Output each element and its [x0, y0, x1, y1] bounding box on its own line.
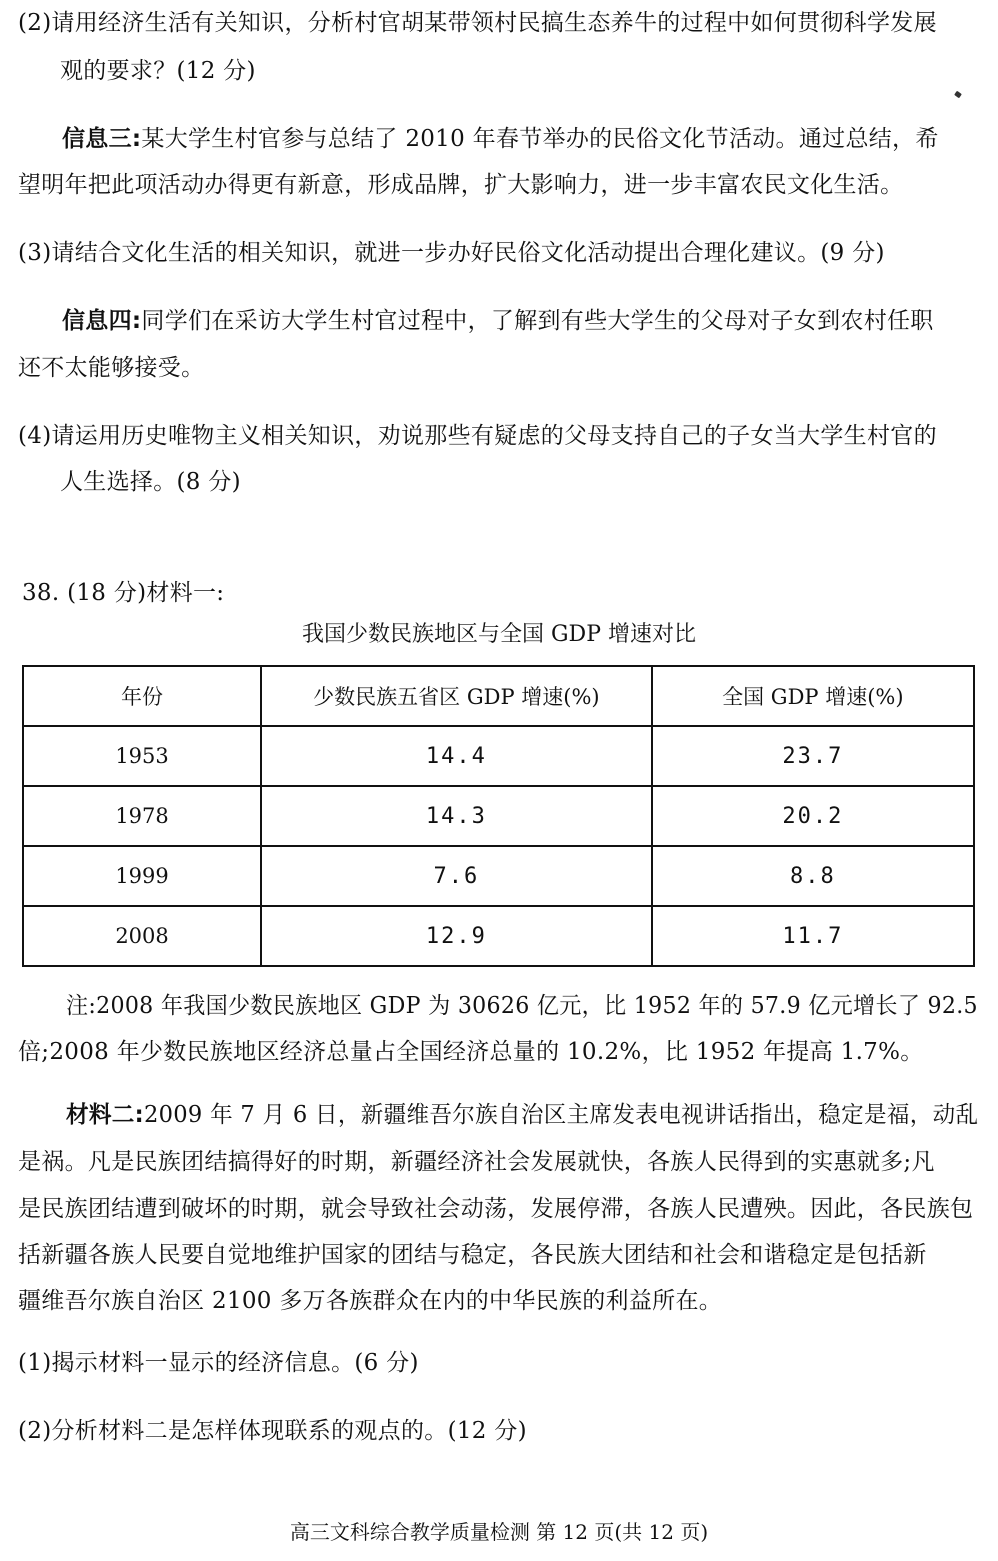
question-2-line-2: 观的要求？(12 分) [60, 58, 256, 84]
table-row [23, 786, 974, 846]
header-year: 年份 [23, 666, 261, 726]
material-2-line-2: 是祸。凡是民族团结搞得好的时期，新疆经济社会发展就快，各族人民得到的实惠就多;凡 [18, 1149, 935, 1175]
question-4-line-2: 人生选择。(8 分) [60, 469, 241, 495]
info-3-label: 信息三: [62, 126, 142, 152]
question-38-2: (2)分析材料二是怎样体现联系的观点的。(12 分) [18, 1418, 527, 1444]
material-2-line-5: 疆维吾尔族自治区 2100 多万各族群众在内的中华民族的利益所在。 [18, 1288, 723, 1314]
stray-mark [954, 91, 962, 99]
cell-national-gdp: 23.7 [652, 726, 974, 786]
cell-year: 1978 [23, 786, 261, 846]
cell-minority-gdp: 7.6 [261, 846, 652, 906]
question-2-line-1: (2)请用经济生活有关知识，分析村官胡某带领村民搞生态养牛的过程中如何贯彻科学发展 [18, 10, 937, 36]
material-2-line-4: 括新疆各族人民要自觉地维护国家的团结与稳定，各民族大团结和社会和谐稳定是包括新 [18, 1242, 927, 1268]
question-4-line-1: (4)请运用历史唯物主义相关知识，劝说那些有疑虑的父母支持自己的子女当大学生村官的 [18, 423, 937, 449]
material-2-label: 材料二: [66, 1102, 144, 1128]
cell-year: 2008 [23, 906, 261, 966]
question-38-1: (1)揭示材料一显示的经济信息。(6 分) [18, 1350, 419, 1376]
table-row [23, 726, 974, 786]
cell-national-gdp: 11.7 [652, 906, 974, 966]
header-minority-gdp: 少数民族五省区 GDP 增速(%) [261, 666, 652, 726]
cell-minority-gdp: 14.3 [261, 786, 652, 846]
table-header-row [23, 666, 974, 726]
cell-year: 1999 [23, 846, 261, 906]
info-4-label: 信息四: [62, 308, 142, 334]
table-row [23, 906, 974, 966]
table-caption: 我国少数民族地区与全国 GDP 增速对比 [301, 622, 696, 647]
cell-national-gdp: 8.8 [652, 846, 974, 906]
info-4-text: 同学们在采访大学生村官过程中，了解到有些大学生的父母对子女到农村任职 [141, 308, 934, 334]
cell-year: 1953 [23, 726, 261, 786]
gdp-comparison-table [22, 665, 975, 967]
note-line-1: 注:2008 年我国少数民族地区 GDP 为 30626 亿元，比 1952 年的 57.9 亿元增长了 92.5 [66, 993, 978, 1019]
cell-minority-gdp: 12.9 [261, 906, 652, 966]
question-38-heading: 38. (18 分)材料一: [22, 580, 225, 606]
cell-national-gdp: 20.2 [652, 786, 974, 846]
page-footer: 高三文科综合教学质量检测 第 12 页(共 12 页) [289, 1520, 709, 1544]
info-3-line-1 [62, 118, 939, 160]
info-4-line-1 [62, 300, 934, 342]
material-2-line-3: 是民族团结遭到破坏的时期，就会导致社会动荡，发展停滞，各族人民遭殃。因此，各民族包 [18, 1196, 974, 1222]
header-national-gdp: 全国 GDP 增速(%) [652, 666, 974, 726]
info-3-text: 某大学生村官参与总结了 2010 年春节举办的民俗文化节活动。通过总结，希 [141, 126, 939, 152]
table-row [23, 846, 974, 906]
note-line-2: 倍;2008 年少数民族地区经济总量占全国经济总量的 10.2%，比 1952 年提高 1.7%。 [18, 1039, 924, 1065]
material-2-text: 2009 年 7 月 6 日，新疆维吾尔族自治区主席发表电视讲话指出，稳定是福，动乱 [143, 1102, 979, 1128]
info-3-line-2: 望明年把此项活动办得更有新意，形成品牌，扩大影响力，进一步丰富农民文化生活。 [18, 172, 904, 198]
material-2-line-1 [66, 1094, 978, 1136]
cell-minority-gdp: 14.4 [261, 726, 652, 786]
question-3: (3)请结合文化生活的相关知识，就进一步办好民俗文化活动提出合理化建议。(9 分) [18, 240, 885, 266]
info-4-line-2: 还不太能够接受。 [18, 355, 205, 381]
